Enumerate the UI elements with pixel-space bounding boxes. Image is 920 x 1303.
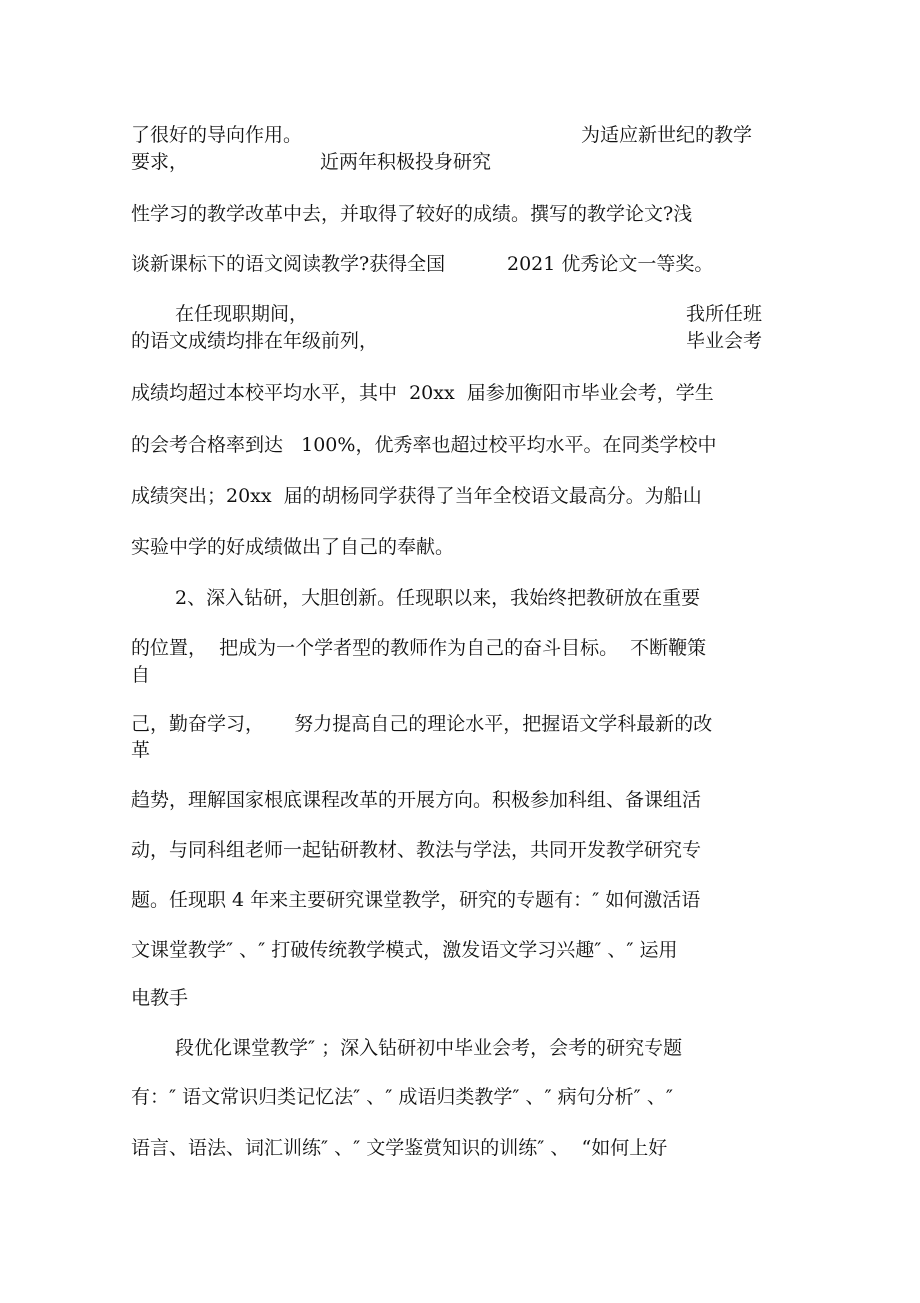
text-line: 成绩均超过本校平均水平，其中 20xx 届参加衡阳市毕业会考，学生 <box>131 382 714 404</box>
text-line: 革 <box>131 739 151 761</box>
text-line: 己，勤奋学习， 努力提高自己的理论水平，把握语文学科最新的改 <box>131 713 713 735</box>
text-line: 题。任现职 4 年来主要研究课堂教学，研究的专题有：″ 如何激活语 <box>131 889 701 911</box>
text-line: 我所任班 <box>686 303 763 325</box>
text-line: 了很好的导向作用。 <box>131 124 303 146</box>
text-line: 语言、语法、词汇训练″ 、″ 文学鉴赏知识的训练″ 、 “如何上好 <box>131 1137 668 1159</box>
text-line: 的位置， 把成为一个学者型的教师作为自己的奋斗目标。 不断鞭策 <box>131 637 707 659</box>
text-line: 电教手 <box>131 987 189 1009</box>
text-line: 有：″ 语文常识归类记忆法″ 、″ 成语归类教学″ 、″ 病句分析″ 、″ <box>131 1086 673 1108</box>
text-line: 自 <box>131 664 151 686</box>
text-line: 在任现职期间， <box>175 303 309 325</box>
text-line: 的语文成绩均排在年级前列， <box>131 330 379 352</box>
text-line: 性学习的教学改革中去，并取得了较好的成绩。撰写的教学论文?浅 <box>131 203 693 225</box>
text-line: 2、深入钻研，大胆创新。任现职以来，我始终把教研放在重要 <box>175 587 701 609</box>
text-line: 趋势，理解国家根底课程改革的开展方向。积极参加科组、备课组活 <box>131 789 702 811</box>
text-line: 动，与同科组老师一起钻研教材、教法与学法，共同开发教学研究专 <box>131 839 702 861</box>
text-line: 段优化课堂教学″ ；深入钻研初中毕业会考，会考的研究专题 <box>175 1037 683 1059</box>
text-line: 文课堂教学″ 、″ 打破传统教学模式，激发语文学习兴趣″ 、″ 运用 <box>131 939 678 961</box>
text-line: 的会考合格率到达 100%，优秀率也超过校平均水平。在同类学校中 <box>131 434 717 456</box>
text-line: 近两年积极投身研究 <box>320 151 492 173</box>
text-line: 实验中学的好成绩做出了自己的奉献。 <box>131 536 455 558</box>
text-line: 成绩突出；20xx 届的胡杨同学获得了当年全校语文最高分。为船山 <box>131 485 702 507</box>
text-line: 为适应新世纪的教学 <box>581 124 753 146</box>
text-line: 毕业会考 <box>686 330 763 352</box>
text-line: 谈新课标下的语文阅读教学?获得全国 <box>131 253 446 275</box>
text-line: 要求， <box>131 151 189 173</box>
text-line: 2021 优秀论文一等奖。 <box>507 253 714 275</box>
